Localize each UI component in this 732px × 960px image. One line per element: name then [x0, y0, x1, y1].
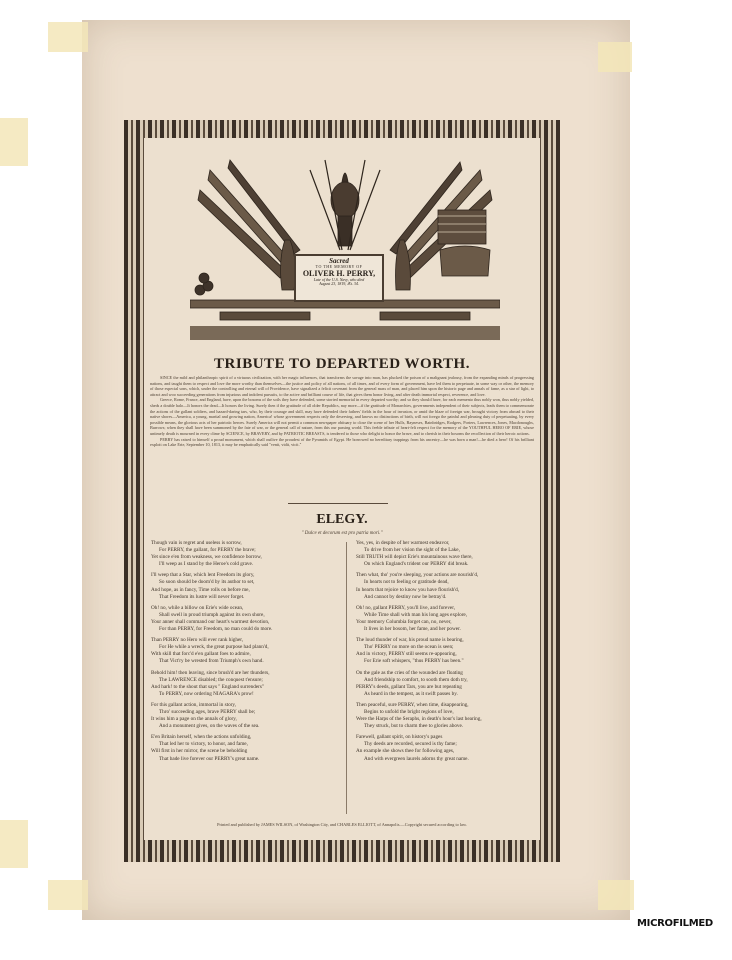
verse-line: And in victory, PERRY still seems re-appearing,	[356, 651, 457, 658]
verse-line: The LAWRENCE disabled; the conquest t'ensure;	[159, 676, 263, 683]
verse-line: Then what, tho' you're sleeping, your actions are nourish'd,	[356, 572, 479, 579]
section-rule	[288, 503, 388, 504]
verse-line: Shall swell in proud triumph against its own shore,	[159, 611, 265, 618]
plaque-detail-1: Late of the U.S. Navy, who died	[313, 276, 365, 282]
verse-line: So soon should be doom'd by its author to set,	[159, 579, 255, 586]
prose-paragraph: SINCE the mild and philanthropic spirit of a virtuous civilization, with her magic influences, that transforms the savage into man, has plucked the poison of a malignant jealousy, from the expanding minds of progressing nations, and taught them to respect and love the more worthy than themselves—the justice and policy of all nations, of all times, and of every form of government, have led them to perpetuate, in some way or other, the memory of those especial sons, which, under the controlling and eternal will of Providence, have signalized a felicit covenant from the general mass of man, and placed him upon the historic page and annals of fame, as a star of light, to attract and woo succeeding generations from injurious and indolent pursuits, to the active and brilliant course of life, that gives them honor living, and after death immortal respect, reverence, and love.	[150, 375, 534, 397]
verse-line: For Erie soft whispers, "thus PERRY has been."	[364, 658, 464, 665]
stanza	[356, 637, 532, 665]
prose-paragraph: Greece, Rome, France, and England, have, upon the bosoms of the soils they have defended, some storied memorial in every departed worthy; and so they should have, for each memento thus nobly won, thus nobly yielded, sheds a double halo—It honors the dead—It honors the living. Surely then if the gratitude of all older Republics, nay more—if the gratitude of Monarchies, governments independent of their subjects, leads them to commemorate the actions of the gallant soldiers, and hazard-daring tars, who, by their courage and skill, may have defended their fathers' fields in the hour of invasion, or amid the blaze of foreign war, brought victory from abroad to their native shores—America, a young, martial and growing nation, America! whose government respects only the deserving, and knows no distinctions of birth, will not forego the painful and pleasing duty of perpetuating, by every possible means, the glorious acts of her patriotic heroes. Surely America will not permit a common newspaper obituary to close the scene of her Hulls, Bayneses, Bainbridges, Rodgers, Porters, Lawrences, Jones, Macdonoughs, Burrows; when they shall have been summoned by the fate of war, or the general call of nature, from this our passing world. This feeble tribute of heart-felt respect for the memory of the YOUTHFUL HERO OF ERIE, whose untimely death is mourned in every clime by SCIENCE, by BRAVERY, and by PATRIOTIC BREASTS, is tendered to those who delight to honor the brave, and to cherish in their bosoms the recollection of their heroic actions.	[150, 397, 534, 436]
verse-line: PERRY's deeds, gallant Tars, you are but repeating	[356, 683, 462, 690]
verse-line: And hope, as in fancy, Time rolls on before me,	[151, 586, 250, 593]
verse-line: Oh! no, while a billow on Erie's wide ocean,	[151, 604, 244, 611]
stanza	[356, 734, 532, 762]
verse-line: For than PERRY, for Freedom, no man could do more.	[159, 626, 273, 633]
tape-top-right	[598, 42, 632, 72]
tape-bottom-right	[598, 880, 634, 910]
verse-line: And a monument gives, on the waves of the sea.	[159, 723, 260, 730]
verse-line: While Time shall with man his long ages explore,	[364, 611, 468, 618]
elegy-title: ELEGY.	[316, 512, 368, 527]
verse-line: E'en Britain herself, when the actions unfolding,	[151, 734, 252, 741]
verse-line: As heard in the tempest, as it swift passes by.	[364, 690, 458, 697]
verse-line: On which England's trident our PERRY did break.	[364, 561, 469, 568]
verse-line: On the gale as the cries of the wounded are floating	[356, 669, 463, 676]
stanza	[356, 540, 532, 568]
column-divider	[346, 542, 347, 814]
stanza	[356, 670, 532, 698]
tape-left-upper	[0, 118, 28, 166]
elegy-column-right	[356, 540, 532, 767]
verse-line: Thy deeds are recorded, secured is thy fame;	[364, 741, 457, 748]
verse-line: I'll weep as I stand by the Heroe's cold grave.	[159, 561, 254, 568]
plaque-sacred: Sacred	[329, 257, 349, 265]
stanza	[151, 605, 327, 633]
verse-line: And hark! to the shout that says " England surrenders"	[151, 683, 265, 690]
verse-line: To PERRY, now ordering NIAGARA's prow!	[159, 690, 254, 697]
plaque-dedication: TO THE MEMORY OF	[315, 264, 363, 270]
verse-line: Will first in her mirror, the scene be beholding	[151, 748, 248, 755]
stanza	[356, 605, 532, 633]
prose-paragraph: PERRY has raised to himself a proud monument, which shall outlive the proudest of the Pyramids of Egypt. He borrowed no hereditary trappings from his ancestry—he was born a man!—he died a hero! Of his brilliant exploit on Lake Erie, September 10, 1813, it may be emphatically said "venit, vidit, vicit."	[150, 436, 534, 448]
verse-line: Oh! no, gallant PERRY, you'll live, and forever,	[356, 604, 456, 611]
verse-line: Yes, yes, in despite of her warmest endeavor,	[356, 540, 450, 546]
microfilmed-stamp: MICROFILMED	[637, 918, 713, 929]
verse-line: They struck, but to charm thee to glories above.	[364, 723, 464, 730]
verse-line: To drive from her vision the sight of the Lake,	[364, 547, 460, 554]
verse-line: Than PERRY no Hero will ever rank higher,	[151, 637, 244, 644]
stanza	[151, 702, 327, 730]
verse-line: Your anner shall command our heart's warmest devotion,	[151, 618, 270, 625]
memorial-plaque	[294, 254, 384, 302]
stanza	[151, 637, 327, 665]
stanza	[356, 572, 532, 600]
stanza	[151, 572, 327, 600]
verse-line: In hearts that rejoice to know you have flourish'd,	[356, 586, 460, 593]
verse-line: That led her to victory, to honor, and fame,	[159, 741, 248, 748]
verse-line: Were the Harps of the Seraphs, in death's hour's last hearing,	[356, 716, 482, 723]
plaque-name: OLIVER H. PERRY,	[302, 268, 376, 278]
verse-line: And with evergreen laurels adorns thy great name.	[364, 755, 469, 762]
verse-line: And friendship to comfort, to sooth them doth try,	[364, 676, 468, 683]
verse-line: Though vain is regret and useless is sorrow,	[151, 540, 242, 546]
elegy-column-left	[151, 540, 327, 767]
verse-line: Your memory Columbia forget can, no, never,	[356, 618, 452, 625]
printer-imprint: Printed and published by JAMES WILSON, of Washington City, and CHARLES ELLIOTT, of Annapolis.—Copyright secured according to law.	[217, 822, 467, 827]
verse-line: It wins him a page on the annals of glory,	[151, 716, 237, 723]
verse-line: That Freedom its lustre will never forget.	[159, 593, 245, 600]
tribute-prose	[150, 375, 534, 448]
memorial-engraving	[190, 150, 500, 350]
verse-line: I'll weep that a Star, which lent Freedom its glory,	[151, 572, 255, 579]
tape-top-left	[48, 22, 88, 52]
verse-line: An example she shows thee for following ages,	[356, 748, 455, 755]
verse-line: And cannot by destiny now be betray'd.	[364, 593, 447, 600]
verse-line: Begins to unfold the bright regions of love,	[364, 708, 454, 715]
tape-bottom-left	[48, 880, 88, 910]
verse-line: For PERRY, the gallant, for PERRY the brave;	[159, 547, 256, 554]
verse-line: Then peaceful, sure PERRY, when time, disappearing,	[356, 701, 469, 708]
verse-line: With skill that forc'd e'en gallant foes to admire,	[151, 651, 251, 658]
verse-line: Tho' PERRY no more on the ocean is seen;	[364, 644, 454, 651]
verse-line: In hearts not to feeling or gratitude dead,	[364, 579, 449, 586]
verse-line: The loud thunder of war, his proud name is bearing,	[356, 637, 464, 644]
stanza	[356, 702, 532, 730]
verse-line: For this gallant action, immortal in story,	[151, 701, 236, 708]
tape-left-lower	[0, 820, 28, 868]
broadside-title: TRIBUTE TO DEPARTED WORTH.	[214, 356, 470, 372]
plaque-detail-2: August 23, 1819, Æt. 34.	[319, 281, 359, 287]
verse-line: For He while a wreck, the great purpose had plann'd,	[159, 644, 269, 651]
verse-line: Still TRUTH will depict Erie's mountainous wave there,	[356, 554, 473, 561]
verse-line: Thro' succeeding ages, brave PERRY shall be;	[159, 708, 256, 715]
verse-line: Yet since e'en from weakness, we confidence borrow,	[151, 554, 262, 561]
verse-line: Farewell, gallant spirit, on history's pages	[356, 734, 443, 741]
verse-line: Behold him! then leaving, since brush'd are her thunders,	[151, 669, 270, 676]
elegy-epigraph: " Dulce et decorum est pro patria mori."	[301, 531, 383, 536]
verse-line: That Vict'ry be wrested from Triumph's own hand.	[159, 658, 264, 665]
stanza	[151, 734, 327, 762]
verse-line: That bade live forever our PERRY's great name.	[159, 755, 260, 762]
stanza	[151, 540, 327, 568]
verse-line: It lives in her bosom, her fame, and her power.	[364, 626, 461, 633]
stanza	[151, 670, 327, 698]
